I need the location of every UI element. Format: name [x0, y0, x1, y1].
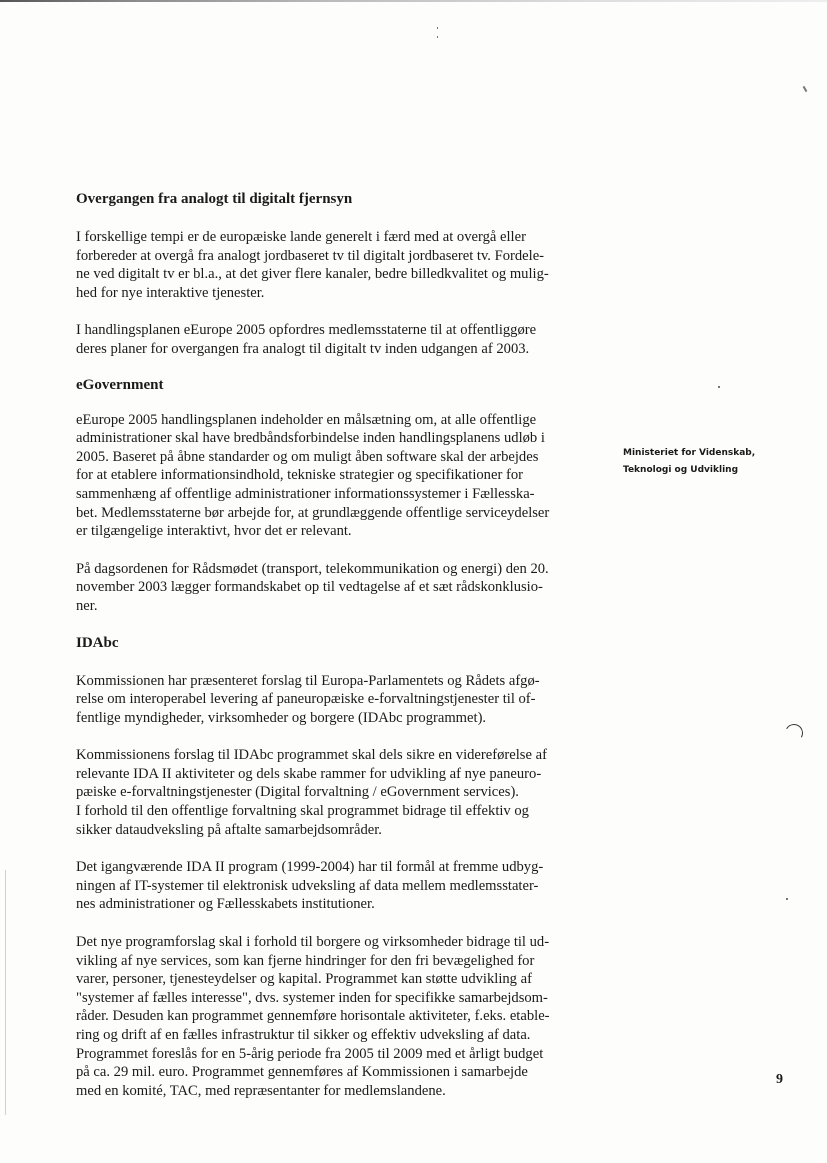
- paragraph: I forskellige tempi er de europæiske lande generelt i færd med at overgå eller forbereder at overgå fra analogt jordbaseret tv til digitalt jordbaseret tv. Fordele- ne ved digitalt tv er bl.a., at det giver flere kanaler, bedre billedkvalitet og mulig- hed for nye interaktive tjenester.: [76, 229, 549, 301]
- ministry-margin-note: Ministeriet for Videnskab, Teknologi og Udvikling: [623, 448, 756, 475]
- scan-speck: [437, 27, 438, 29]
- paragraph: Det igangværende IDA II program (1999-2004) har til formål at fremme udbyg- ningen af IT-systemer til elektronisk udveksling af data mellem medlemsstater- nes administrationer og Fællesskabets institutioner.: [76, 859, 544, 913]
- top-edge-rule: [0, 0, 827, 2]
- paragraph: Kommissionen har præsenteret forslag til Europa-Parlamentets og Rådets afgø- relse om interoperabel levering af paneuropæiske e-forvaltningstjenester til of- fentlige myndigheder, virksomheder og borgere (IDAbc programmet).: [76, 672, 540, 726]
- section-heading: Overgangen fra analogt til digitalt fjernsyn: [76, 191, 353, 207]
- section-heading: IDAbc: [76, 634, 119, 651]
- paragraph: Kommissionens forslag til IDAbc programmet skal dels sikre en videreførelse af relevante IDA II aktiviteter og dels skabe rammer for udvikling af nye paneuro- pæiske e-forvaltningstjenester (Digital forvaltning / eGovernment services). I forhold til den offentlige forvaltning skal programmet bidrage til effektiv og sikker dataudveksling på aftalte samarbejdsområder.: [76, 747, 547, 838]
- paragraph: På dagsordenen for Rådsmødet (transport, telekommunikation og energi) den 20. november 2003 lægger formandskabet op til vedtagelse af et sæt rådskonklusio- ner.: [76, 560, 549, 614]
- document-body: [76, 189, 588, 1100]
- scan-speck: [437, 36, 438, 38]
- paragraph: Det nye programforslag skal i forhold til borgere og virksomheder bidrage til ud- vikling af nye services, som kan fjerne hindringer for den fri bevægelighed for varer, personer, tjenesteydelser og kapital. Programmet kan støtte udvikling af "systemer af fælles interesse", dvs. systemer inden for specifikke samarbejdsom- råder. Desuden kan programmet gennemføre horisontale aktiviteter, f.eks. etable- ring og drift af en fælles infrastruktur til sikker og effektiv udveksling af data. Programmet foreslås for en 5-årig periode fra 2005 til 2009 med et årligt budget på ca. 29 mil. euro. Programmet gennemføres af Kommissionen i samarbejde med en komité, TAC, med repræsentanter for medlemslandene.: [76, 934, 550, 1099]
- page-number: 9: [776, 1072, 783, 1087]
- paragraph: I handlingsplanen eEurope 2005 opfordres medlemsstaterne til at offentliggøre deres planer for overgangen fra analogt til digitalt tv inden udgangen af 2003.: [76, 322, 537, 357]
- paragraph: eEurope 2005 handlingsplanen indeholder en målsætning om, at alle offentlige administrationer skal have bredbåndsforbindelse inden handlingsplanens udløb i 2005. Baseret på åbne standarder og om muligt åben software skal der arbejdes for at etablere informationsindhold, tekniske strategier og specifikationer for sammenhæng af offentlige administrationer informationssystemer i Fællesska- bet. Medlemsstaterne bør arbejde for, at grundlæggende offentlige serviceydelser er tilgængelige interaktivt, hvor det er relevant.: [76, 411, 550, 540]
- scan-speck: [718, 386, 720, 388]
- scan-speck: [786, 898, 788, 900]
- scan-edge-line: [5, 870, 6, 1115]
- scan-arc-mark: [783, 722, 805, 744]
- scan-speck: [803, 86, 808, 92]
- section-heading: eGovernment: [76, 376, 164, 393]
